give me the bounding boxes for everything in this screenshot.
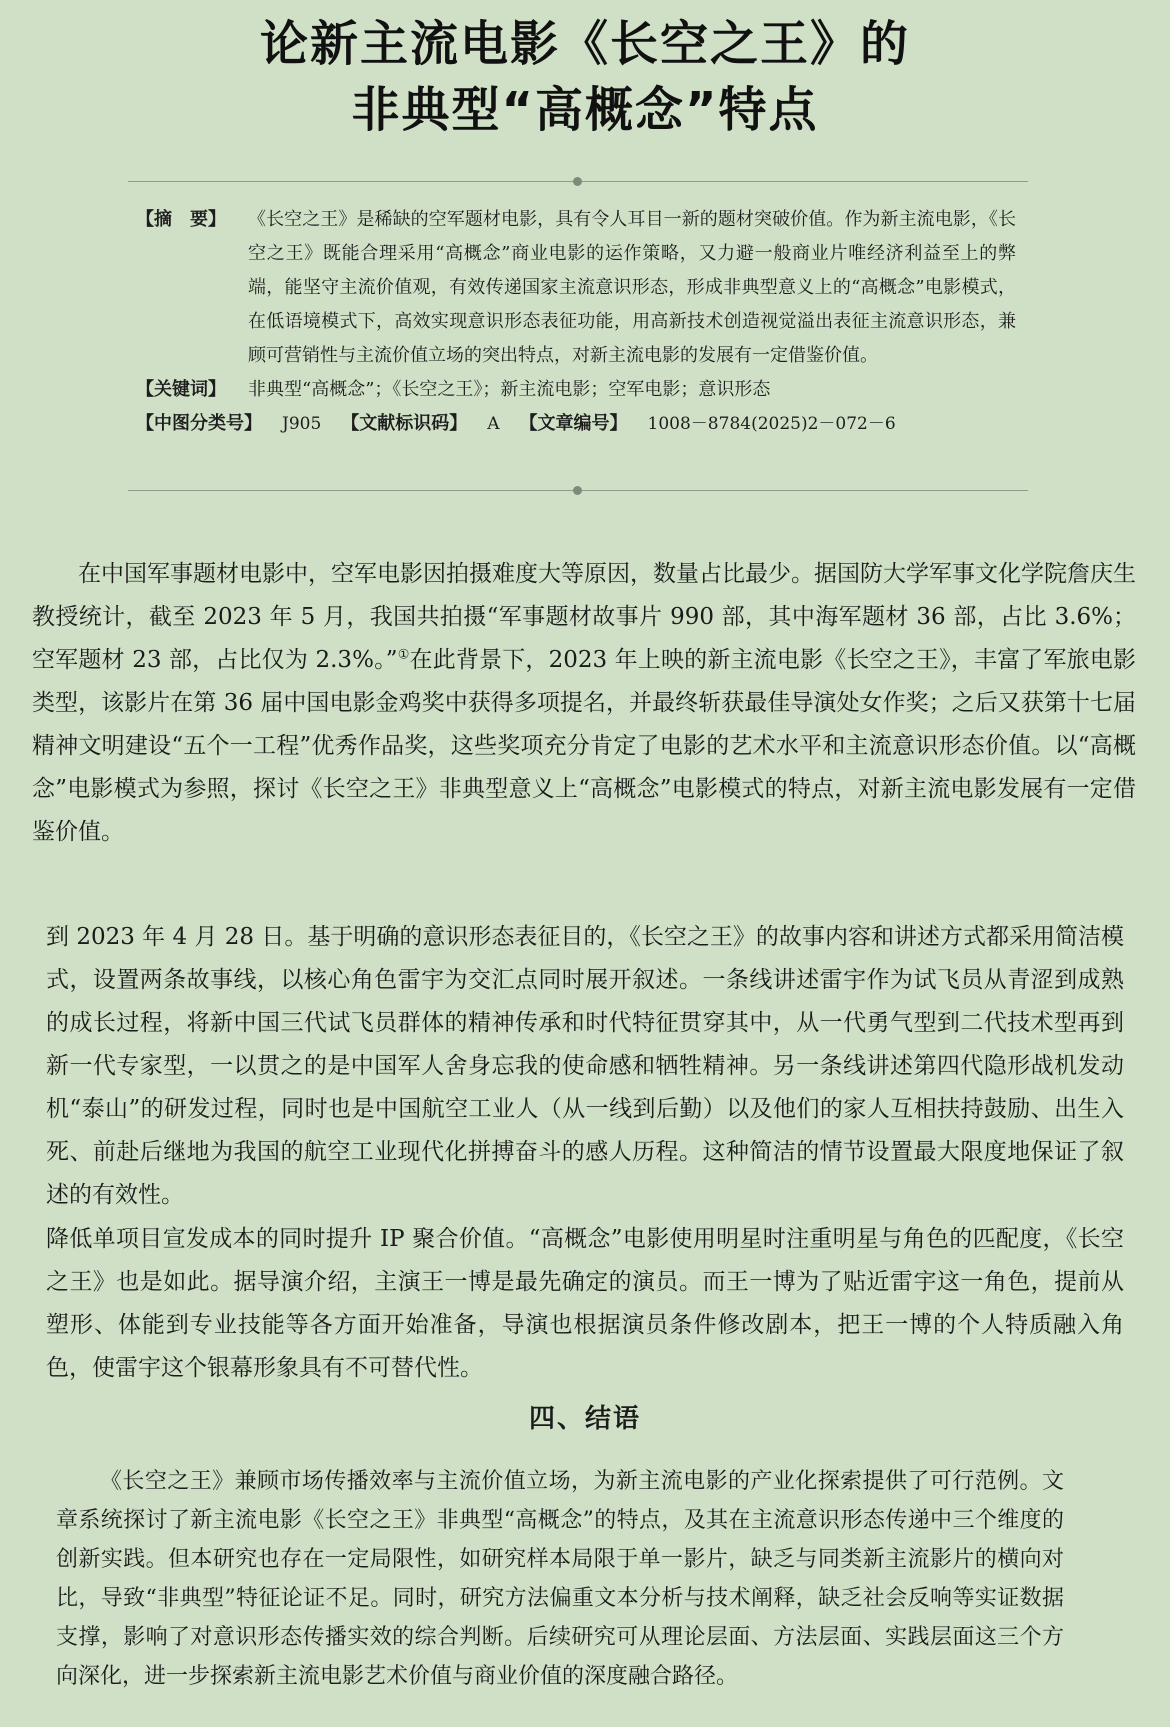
abstract-text: 《长空之王》是稀缺的空军题材电影，具有令人耳目一新的题材突破价值。作为新主流电影，《长空之王》既能合理采用“高概念”商业电影的运作策略，又力避一般商业片唯经济利益至上的弊端，能坚守主流价值观，有效传递国家主流意识形态，形成非典型意义上的“高概念”电影模式，在低语境模式下，高效实现意识形态表征功能，用高新技术创造视觉溢出表征主流意识形态，兼顾可营销性与主流价值立场的突出特点，对新主流电影的发展有一定借鉴价值。	[248, 209, 1016, 366]
para2-text: 到 2023 年 4 月 28 日。基于明确的意识形态表征目的，《长空之王》的故事内容和讲述方式都采用简洁模式，设置两条故事线，以核心角色雷宇为交汇点同时展开叙述。一条线讲述雷宇作为试飞员从青涩到成熟的成长过程，将新中国三代试飞员群体的精神传承和时代特征贯穿其中，从一代勇气型到二代技术型再到新一代专家型，一以贯之的是中国军人舍身忘我的使命感和牺牲精神。另一条线讲述第四代隐形战机发动机“泰山”的研发过程，同时也是中国航空工业人（从一线到后勤）以及他们的家人互相扶持鼓励、出生入死、前赴后继地为我国的航空工业现代化拼搏奋斗的感人历程。这种简洁的情节设置最大限度地保证了叙述的有效性。	[46, 924, 1124, 1208]
para1-text-b: 在此背景下，2023 年上映的新主流电影《长空之王》，丰富了军旅电影类型，该影片在第 36 届中国电影金鸡奖中获得多项提名，并最终斩获最佳导演处女作奖；之后又获第十七届精神文明建设“五个一工程”优秀作品奖，这些奖项充分肯定了电影的艺术水平和主流意识形态价值。以“高概念”电影模式为参照，探讨《长空之王》非典型意义上“高概念”电影模式的特点，对新主流电影发展有一定借鉴价值。	[32, 647, 1136, 845]
footnote-marker[interactable]: ①	[397, 647, 410, 663]
top-divider	[128, 176, 1028, 188]
abstract-row	[136, 203, 1016, 373]
article-no-value: 1008－8784(2025)2－072－6	[647, 414, 896, 434]
doc-code-label: 【文献标识码】	[341, 413, 468, 434]
keywords-text: 非典型“高概念”；《长空之王》；新主流电影；空军电影；意识形态	[248, 379, 771, 400]
top-divider-dot	[573, 177, 582, 186]
body-paragraph-1	[32, 553, 1136, 854]
clc-label: 【中图分类号】	[136, 413, 262, 434]
article-no-label: 【文章编号】	[519, 413, 628, 434]
clc-value: J905	[282, 414, 322, 434]
para3-text: 降低单项目宣发成本的同时提升 IP 聚合价值。“高概念”电影使用明星时注重明星与角色的匹配度，《长空之王》也是如此。据导演介绍，主演王一博是最先确定的演员。而王一博为了贴近雷宇这一角色，提前从塑形、体能到专业技能等各方面开始准备，导演也根据演员条件修改剧本，把王一博的个人特质融入角色，使雷宇这个银幕形象具有不可替代性。	[46, 1226, 1124, 1381]
keywords-row	[136, 373, 1016, 407]
bottom-divider	[128, 485, 1028, 497]
doc-code-value: A	[487, 414, 500, 434]
para1-text-a: 在中国军事题材电影中，空军电影因拍摄难度大等原因，数量占比最少。据国防大学军事文化学院詹庆生教授统计，截至 2023 年 5 月，我国共拍摄“军事题材故事片 990 部，其中海军题材 36 部，占比 3.6%；空军题材 23 部，占比仅为 2.3%。”	[32, 561, 1136, 673]
section-heading-conclusion: 四、结语	[528, 1404, 641, 1434]
keywords-label: 【关键词】	[136, 379, 226, 400]
article-title-line-1: 论新主流电影《长空之王》的	[259, 16, 910, 72]
para4-text: 《长空之王》兼顾市场传播效率与主流价值立场，为新主流电影的产业化探索提供了可行范例。文章系统探讨了新主流电影《长空之王》非典型“高概念”的特点，及其在主流意识形态传递中三个维度的创新实践。但本研究也存在一定局限性，如研究样本局限于单一影片，缺乏与同类新主流影片的横向对比，导致“非典型”特征论证不足。同时，研究方法偏重文本分析与技术阐释，缺乏社会反响等实证数据支撑，影响了对意识形态传播实效的综合判断。后续研究可从理论层面、方法层面、实践层面这三个方向深化，进一步探索新主流电影艺术价值与商业价值的深度融合路径。	[56, 1469, 1064, 1689]
classification-row	[136, 407, 1016, 441]
bottom-divider-dot	[573, 486, 582, 495]
abstract-label: 【摘 要】	[136, 209, 226, 230]
abstract-block	[136, 203, 1016, 441]
body-paragraph-conclusion	[56, 1462, 1064, 1696]
body-paragraph-3	[46, 1218, 1124, 1390]
body-paragraph-2	[46, 916, 1124, 1217]
article-title-line-2: 非典型“高概念”特点	[351, 82, 819, 138]
